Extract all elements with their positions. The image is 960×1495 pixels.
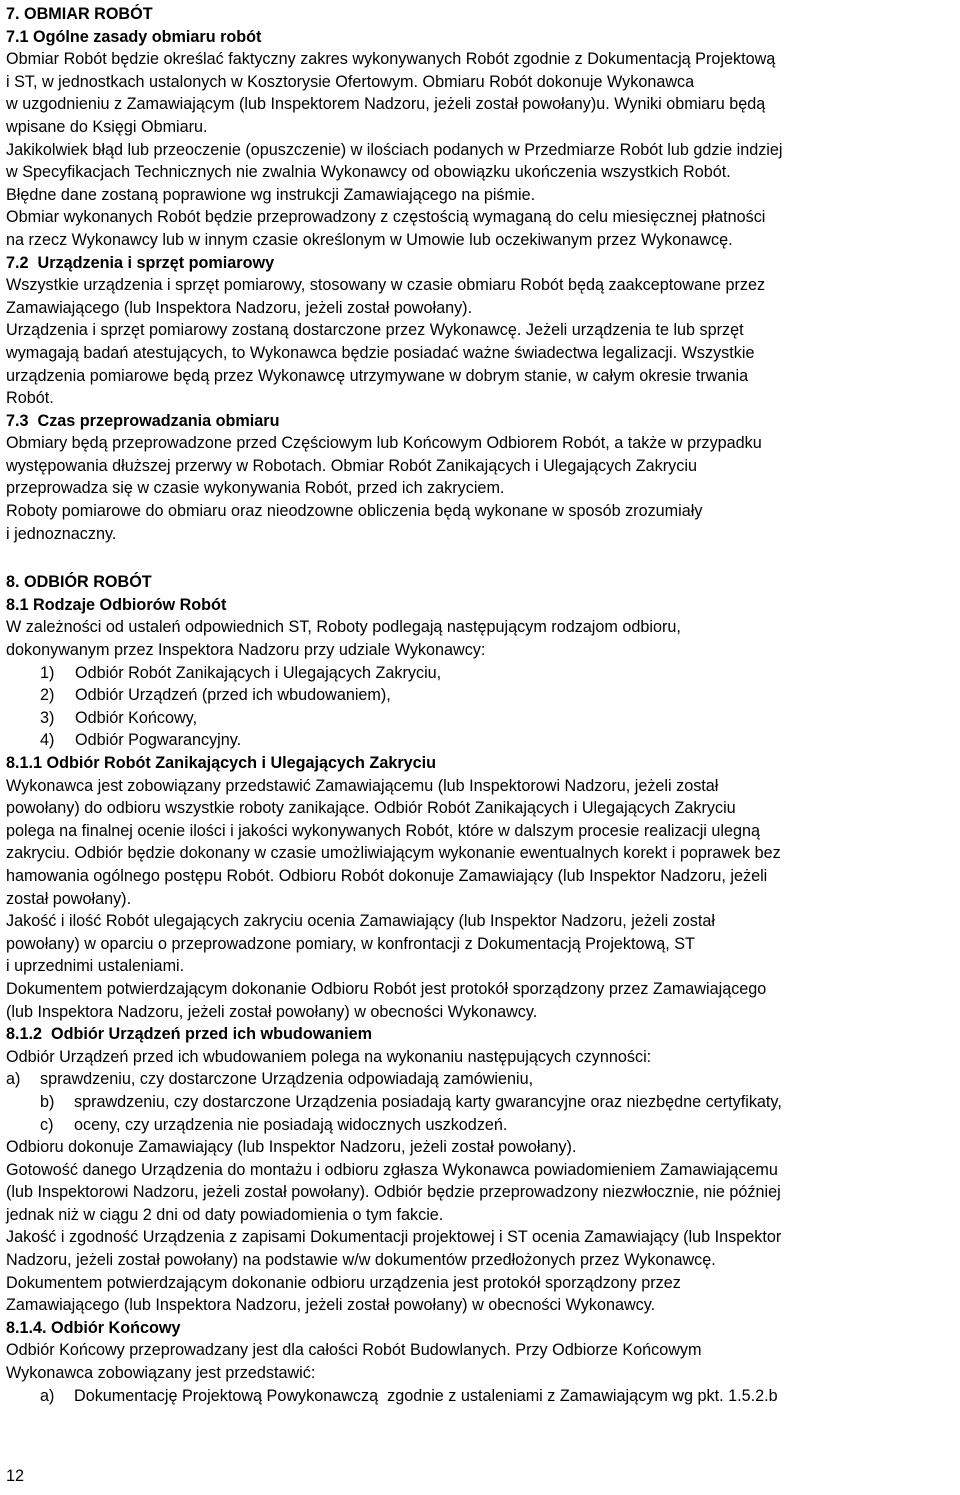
text-line: Odbiór Końcowy przeprowadzany jest dla całości Robót Budowlanych. Przy Odbiorze Końcowym xyxy=(6,1341,702,1360)
text-line: Błędne dane zostaną poprawione wg instrukcji Zamawiającego na piśmie. xyxy=(6,185,536,204)
list-item-text: Odbiór Pogwarancyjny. xyxy=(75,731,242,750)
text-line: Obmiar Robót będzie określać faktyczny zakres wykonywanych Robót zgodnie z Dokumentacją Projektową xyxy=(6,50,776,69)
section-8-1-1-paragraph-2 xyxy=(6,910,954,978)
text-line: Jakość i ilość Robót ulegających zakryciu ocenia Zamawiający (lub Inspektor Nadzoru, jeżeli został xyxy=(6,912,715,931)
section-8-1-1-paragraph-1 xyxy=(6,775,954,911)
section-7-1-paragraph-3 xyxy=(6,206,954,251)
text-line: Wykonawca zobowiązany jest przedstawić: xyxy=(6,1364,316,1383)
section-8-1-1-heading: 8.1.1 Odbiór Robót Zanikających i Ulegających Zakryciu xyxy=(6,754,437,772)
page-number: 12 xyxy=(6,1467,25,1485)
section-7-2-paragraph-1 xyxy=(6,274,954,319)
text-line: zakryciu. Odbiór będzie dokonany w czasie umożliwiającym wykonanie ewentualnych korekt i poprawek bez xyxy=(6,844,781,863)
text-line: Odbiór Urządzeń przed ich wbudowaniem polega na wykonaniu następujących czynności: xyxy=(6,1047,652,1066)
text-line: urządzenia pomiarowe będą przez Wykonawcę utrzymywane w dobrym stanie, w całym okresie trwania xyxy=(6,366,749,385)
text-line: jednak niż w ciągu 2 dni od daty powiadomienia o tym fakcie. xyxy=(6,1205,444,1224)
text-line: Jakikolwiek błąd lub przeoczenie (opuszczenie) w ilościach podanych w Przedmiarze Robót lub gdzie indziej xyxy=(6,140,783,159)
text-line: został powołany). xyxy=(6,889,132,908)
list-item xyxy=(40,729,954,752)
text-line: występowania dłuższej przerwy w Robotach. Obmiar Robót Zanikających i Ulegających Zakryciu xyxy=(6,456,697,475)
list-marker: b) xyxy=(40,1092,55,1111)
section-8-1-1-paragraph-3 xyxy=(6,978,954,1023)
text-line: Urządzenia i sprzęt pomiarowy zostaną dostarczone przez Wykonawcę. Jeżeli urządzenia te lub sprzęt xyxy=(6,321,744,340)
receipt-types-list xyxy=(6,662,954,752)
list-item-text: Odbiór Robót Zanikających i Ulegających Zakryciu, xyxy=(75,663,442,682)
section-8-1-heading: 8.1 Rodzaje Odbiorów Robót xyxy=(6,595,227,614)
text-line: w Specyfikacjach Technicznych nie zwalnia Wykonawcy od obowiązku ukończenia wszystkich Robót. xyxy=(6,163,731,182)
list-marker: a) xyxy=(40,1386,55,1405)
text-line: Robót. xyxy=(6,389,54,408)
list-item xyxy=(6,1385,954,1408)
text-line: w uzgodnieniu z Zamawiającym (lub Inspektorem Nadzoru, jeżeli został powołany)u. Wyniki obmiaru będą xyxy=(6,95,766,114)
text-line: Obmiary będą przeprowadzone przed Częściowym lub Końcowym Odbiorem Robót, a także w przypadku xyxy=(6,434,762,453)
text-line: wymagają badań atestujących, to Wykonawca będzie posiadać ważne świadectwa legalizacji. Wszystkie xyxy=(6,343,755,362)
section-7-3-paragraph-2 xyxy=(6,500,954,545)
list-item xyxy=(40,707,954,730)
text-line: (lub Inspektorowi Nadzoru, jeżeli został powołany). Odbiór będzie przeprowadzony niezwłocznie, nie później xyxy=(6,1183,781,1202)
text-line: Gotowość danego Urządzenia do montażu i odbioru zgłasza Wykonawca powiadomieniem Zamawiającemu xyxy=(6,1160,778,1179)
list-marker: 4) xyxy=(40,731,55,750)
list-marker: 2) xyxy=(40,686,55,705)
text-line: Roboty pomiarowe do obmiaru oraz nieodzowne obliczenia będą wykonane w sposób zrozumiały xyxy=(6,502,703,521)
text-line: Obmiar wykonanych Robót będzie przeprowadzony z częstością wymaganą do celu miesięcznej płatności xyxy=(6,208,766,227)
list-item-text: sprawdzeniu, czy dostarczone Urządzenia posiadają karty gwarancyjne oraz niezbędne certyfikaty, xyxy=(74,1092,782,1111)
section-7-3-heading: 7.3 Czas przeprowadzania obmiaru xyxy=(6,411,280,430)
list-item xyxy=(40,662,954,685)
section-8-1-paragraph-1 xyxy=(6,616,954,661)
section-8-1-2-paragraph-1 xyxy=(6,1046,954,1069)
section-8-1-4-paragraph-1 xyxy=(6,1339,954,1384)
text-line: i jednoznaczny. xyxy=(6,524,117,543)
document-page xyxy=(6,3,954,1407)
text-line: Odbioru dokonuje Zamawiający (lub Inspektor Nadzoru, jeżeli został powołany). xyxy=(6,1138,577,1157)
section-8-1-2-heading: 8.1.2 Odbiór Urządzeń przed ich wbudowaniem xyxy=(6,1025,373,1044)
section-7-1-paragraph-2 xyxy=(6,139,954,207)
text-line: powołany) w oparciu o przeprowadzone pomiary, w konfrontacji z Dokumentacją Projektową, ST xyxy=(6,934,695,953)
text-line: W zależności od ustaleń odpowiednich ST, Roboty podlegają następującym rodzajom odbioru, xyxy=(6,618,681,637)
list-item-text: Odbiór Końcowy, xyxy=(75,708,198,727)
section-8-1-4-heading: 8.1.4. Odbiór Końcowy xyxy=(6,1318,181,1337)
section-spacer xyxy=(6,545,954,571)
section-7-3-paragraph-1 xyxy=(6,432,954,500)
text-line: Zamawiającego (lub Inspektora Nadzoru, jeżeli został powołany) w obecności Wykonawcy. xyxy=(6,1296,656,1315)
list-item xyxy=(6,1068,954,1091)
text-line: na rzecz Wykonawcy lub w innym czasie określonym w Umowie lub oczekiwanym przez Wykonawcę. xyxy=(6,230,733,249)
text-line: Wszystkie urządzenia i sprzęt pomiarowy, stosowany w czasie obmiaru Robót będą zaakceptowane przez xyxy=(6,276,766,295)
section-8-1-2-paragraph-5 xyxy=(6,1272,954,1317)
text-line: hamowania ogólnego postępu Robót. Odbioru Robót dokonuje Zamawiający (lub Inspektor Nadzoru, jeżeli xyxy=(6,866,768,885)
list-item xyxy=(6,1114,954,1137)
list-item-text: Dokumentację Projektową Powykonawczą zgodnie z ustaleniami z Zamawiającym wg pkt. 1.5.2.b xyxy=(74,1386,778,1405)
section-8-1-2-paragraph-2 xyxy=(6,1136,954,1159)
list-marker: 1) xyxy=(40,663,55,682)
text-line: wpisane do Księgi Obmiaru. xyxy=(6,117,208,136)
list-marker: a) xyxy=(6,1070,21,1089)
list-marker: 3) xyxy=(40,708,55,727)
text-line: przeprowadza się w czasie wykonywania Robót, przed ich zakryciem. xyxy=(6,479,505,498)
text-line: Dokumentem potwierdzającym dokonanie Odbioru Robót jest protokół sporządzony przez Zamawiającego xyxy=(6,979,767,998)
section-8-1-2-paragraph-4 xyxy=(6,1226,954,1271)
text-line: (lub Inspektora Nadzoru, jeżeli został powołany) w obecności Wykonawcy. xyxy=(6,1002,538,1021)
list-item xyxy=(6,1091,954,1114)
list-item-text: oceny, czy urządzenia nie posiadają widocznych uszkodzeń. xyxy=(74,1115,508,1134)
text-line: dokonywanym przez Inspektora Nadzoru przy udziale Wykonawcy: xyxy=(6,641,486,660)
section-7-2-heading: 7.2 Urządzenia i sprzęt pomiarowy xyxy=(6,253,275,272)
list-item-text: Odbiór Urządzeń (przed ich wbudowaniem), xyxy=(75,686,391,705)
text-line: Nadzoru, jeżeli został powołany) na podstawie w/w dokumentów przedłożonych przez Wykonawcę. xyxy=(6,1251,716,1270)
text-line: Jakość i zgodność Urządzenia z zapisami Dokumentacji projektowej i ST ocenia Zamawiający (lub Inspektor xyxy=(6,1228,782,1247)
section-8-1-2-paragraph-3 xyxy=(6,1159,954,1227)
text-line: i uprzednimi ustaleniami. xyxy=(6,957,185,976)
list-item-text: sprawdzeniu, czy dostarczone Urządzenia odpowiadają zamówieniu, xyxy=(40,1070,534,1089)
text-line: Zamawiającego (lub Inspektora Nadzoru, jeżeli został powołany). xyxy=(6,298,473,317)
list-item xyxy=(40,684,954,707)
section-7-heading: 7. OBMIAR ROBÓT xyxy=(6,5,153,23)
text-line: Wykonawca jest zobowiązany przedstawić Zamawiającemu (lub Inspektorowi Nadzoru, jeżeli został xyxy=(6,776,719,795)
text-line: i ST, w jednostkach ustalonych w Kosztorysie Ofertowym. Obmiaru Robót dokonuje Wykonawca xyxy=(6,72,695,91)
list-marker: c) xyxy=(40,1115,54,1134)
text-line: Dokumentem potwierdzającym dokonanie odbioru urządzenia jest protokół sporządzony przez xyxy=(6,1273,681,1292)
text-line: powołany) do odbioru wszystkie roboty zanikające. Odbiór Robót Zanikających i Ulegających Zakryciu xyxy=(6,799,736,818)
section-7-2-paragraph-2 xyxy=(6,319,954,409)
section-8-heading: 8. ODBIÓR ROBÓT xyxy=(6,573,152,592)
text-line: polega na finalnej ocenie ilości i jakości wykonywanych Robót, które w dalszym procesie realizacji ulegną xyxy=(6,821,760,840)
section-7-1-heading: 7.1 Ogólne zasady obmiaru robót xyxy=(6,27,262,46)
section-7-1-paragraph-1 xyxy=(6,48,954,138)
